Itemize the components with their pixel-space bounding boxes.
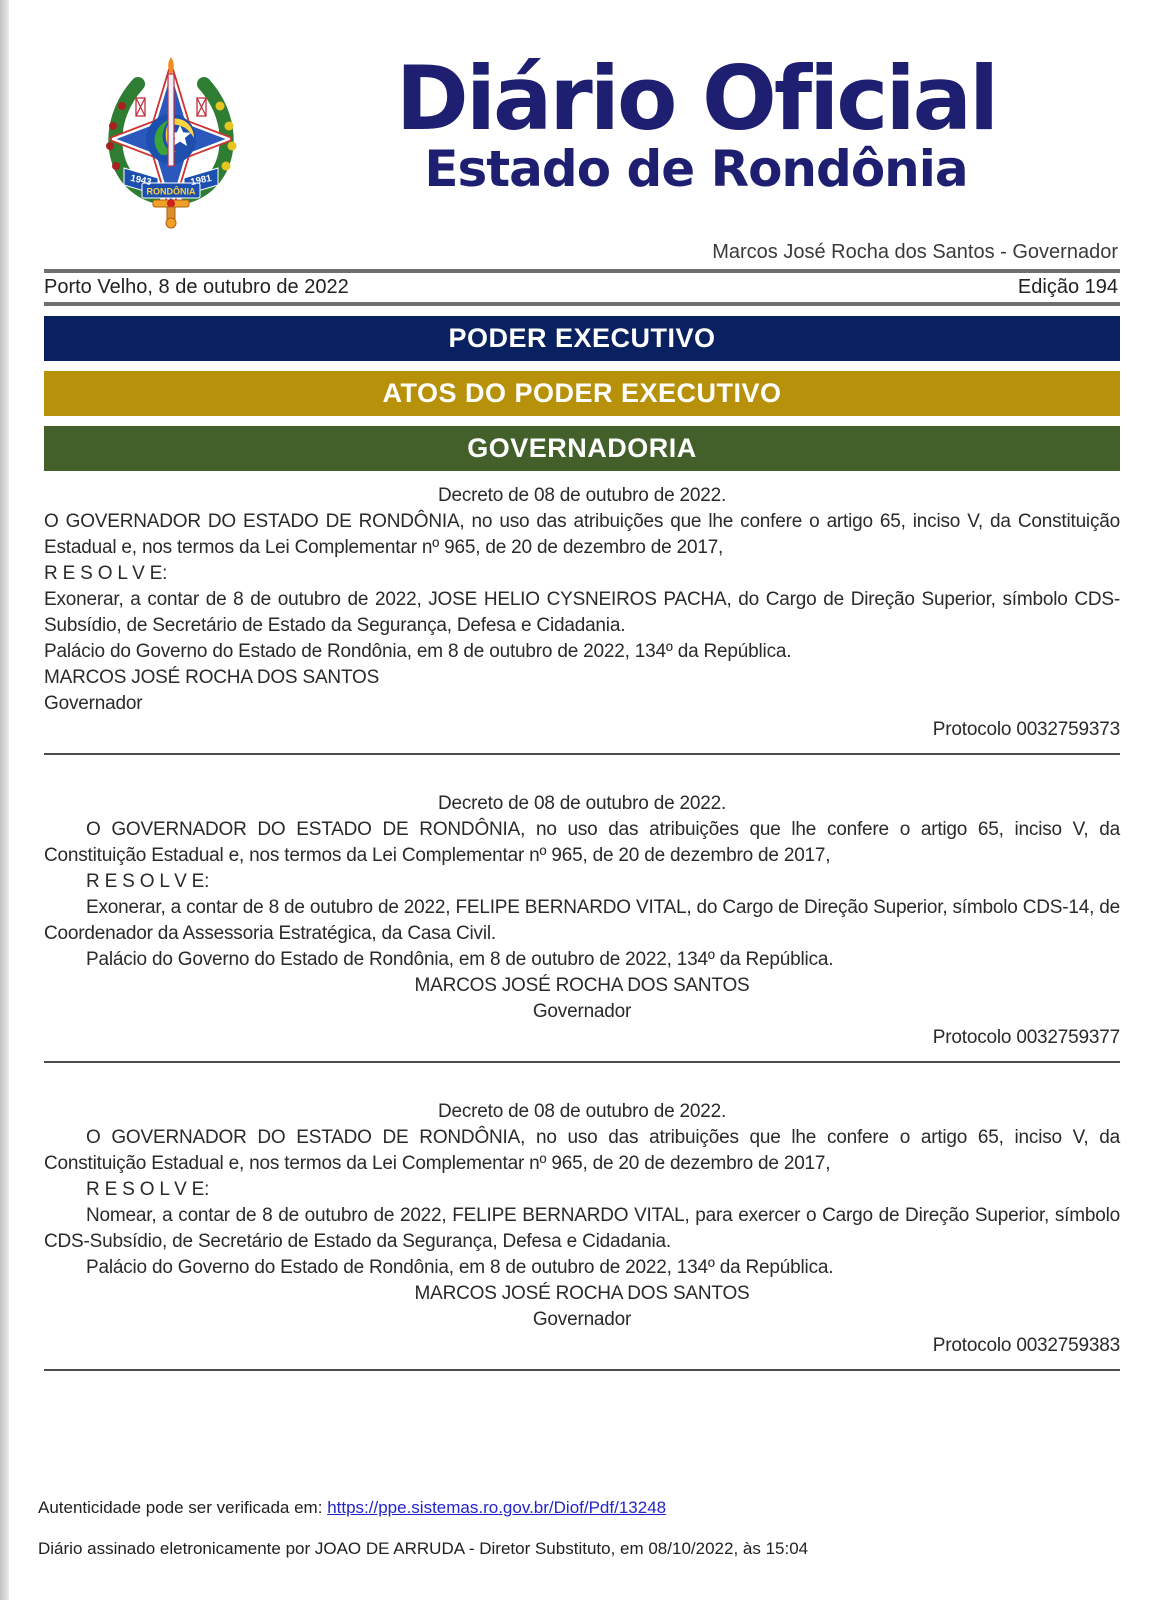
decree-signer: MARCOS JOSÉ ROCHA DOS SANTOS bbox=[414, 975, 750, 996]
header-rule-top bbox=[44, 269, 1120, 273]
date-edition-row bbox=[44, 276, 1118, 299]
emblem-year-right: 1981 bbox=[189, 172, 213, 189]
gazette-subtitle: Estado de Rondônia bbox=[424, 140, 968, 199]
decree-2 bbox=[44, 791, 1120, 1051]
decree-signer: MARCOS JOSÉ ROCHA DOS SANTOS bbox=[44, 667, 380, 688]
decree-separator bbox=[44, 753, 1120, 755]
decree-separator bbox=[44, 1061, 1120, 1063]
authenticity-link[interactable]: https://ppe.sistemas.ro.gov.br/Diof/Pdf/13248 bbox=[327, 1498, 667, 1517]
decree-signer: MARCOS JOSÉ ROCHA DOS SANTOS bbox=[414, 1283, 750, 1304]
decree-heading: Decreto de 08 de outubro de 2022. bbox=[437, 1101, 727, 1122]
decree-palace-line: Palácio do Governo do Estado de Rondônia, em 8 de outubro de 2022, 134º da República. bbox=[44, 641, 792, 662]
decree-signer-title: Governador bbox=[44, 693, 143, 714]
decree-heading: Decreto de 08 de outubro de 2022. bbox=[437, 793, 727, 814]
decree-resolve: R E S O L V E: bbox=[86, 871, 210, 892]
signature-note: Diário assinado eletronicamente por JOAO DE ARRUDA - Diretor Substituto, em 08/10/2022, às 15:04 bbox=[38, 1539, 809, 1558]
banner-atos-poder-executivo: ATOS DO PODER EXECUTIVO bbox=[44, 371, 1120, 416]
decree-resolve: R E S O L V E: bbox=[44, 563, 168, 584]
footer bbox=[38, 1498, 808, 1559]
banner-poder-executivo: PODER EXECUTIVO bbox=[44, 316, 1120, 361]
decree-signer-title: Governador bbox=[532, 1309, 632, 1330]
decree-protocol: Protocolo 0032759383 bbox=[932, 1335, 1120, 1356]
decree-action: Exonerar, a contar de 8 de outubro de 2022, FELIPE BERNARDO VITAL, do Cargo de Direção Superior, símbolo CDS-14, de Coordenador da Assessoria Estratégica, da Casa Civil. bbox=[44, 897, 1120, 944]
emblem-state-name: RONDÔNIA bbox=[146, 186, 196, 197]
decree-palace-line: Palácio do Governo do Estado de Rondônia, em 8 de outubro de 2022, 134º da República. bbox=[86, 1257, 834, 1278]
decree-action: Exonerar, a contar de 8 de outubro de 2022, JOSE HELIO CYSNEIROS PACHA, do Cargo de Direção Superior, símbolo CDS-Subsídio, de Secretário de Estado da Segurança, Defesa e Cidadania. bbox=[44, 589, 1120, 636]
place-date: Porto Velho, 8 de outubro de 2022 bbox=[44, 276, 349, 298]
edition-number: Edição 194 bbox=[1017, 276, 1118, 298]
decree-3 bbox=[44, 1099, 1120, 1359]
decree-preamble: O GOVERNADOR DO ESTADO DE RONDÔNIA, no uso das atribuições que lhe confere o artigo 65, inciso V, da Constituição Estadual e, nos termos da Lei Complementar nº 965, de 20 de dezembro de 2017, bbox=[44, 1127, 1120, 1174]
masthead-titles bbox=[272, 47, 1120, 199]
decree-heading: Decreto de 08 de outubro de 2022. bbox=[437, 485, 727, 506]
header-rule-bottom bbox=[44, 302, 1120, 306]
decree-resolve: R E S O L V E: bbox=[86, 1179, 210, 1200]
governor-byline: Marcos José Rocha dos Santos - Governador bbox=[712, 241, 1118, 263]
emblem-year-left: 1943 bbox=[129, 172, 153, 189]
decree-action: Nomear, a contar de 8 de outubro de 2022, FELIPE BERNARDO VITAL, para exercer o Cargo de Direção Superior, símbolo CDS-Subsídio, de Secretário de Estado da Segurança, Defesa e Cidadania. bbox=[44, 1205, 1120, 1252]
decree-signer-title: Governador bbox=[532, 1001, 632, 1022]
decree-1 bbox=[44, 483, 1120, 743]
rondonia-coat-of-arms-icon bbox=[96, 54, 246, 229]
decree-protocol: Protocolo 0032759377 bbox=[932, 1027, 1120, 1048]
decree-separator bbox=[44, 1369, 1120, 1371]
gazette-title: Diário Oficial bbox=[395, 47, 997, 150]
masthead bbox=[0, 0, 1164, 229]
banner-governadoria: GOVERNADORIA bbox=[44, 426, 1120, 471]
decree-preamble: O GOVERNADOR DO ESTADO DE RONDÔNIA, no uso das atribuições que lhe confere o artigo 65, inciso V, da Constituição Estadual e, nos termos da Lei Complementar nº 965, de 20 de dezembro de 2017, bbox=[44, 511, 1120, 558]
scan-edge bbox=[0, 0, 9, 1600]
decree-protocol: Protocolo 0032759373 bbox=[932, 719, 1120, 740]
authenticity-label: Autenticidade pode ser verificada em: bbox=[38, 1498, 323, 1517]
decree-preamble: O GOVERNADOR DO ESTADO DE RONDÔNIA, no uso das atribuições que lhe confere o artigo 65, inciso V, da Constituição Estadual e, nos termos da Lei Complementar nº 965, de 20 de dezembro de 2017, bbox=[44, 819, 1120, 866]
decree-palace-line: Palácio do Governo do Estado de Rondônia, em 8 de outubro de 2022, 134º da República. bbox=[86, 949, 834, 970]
